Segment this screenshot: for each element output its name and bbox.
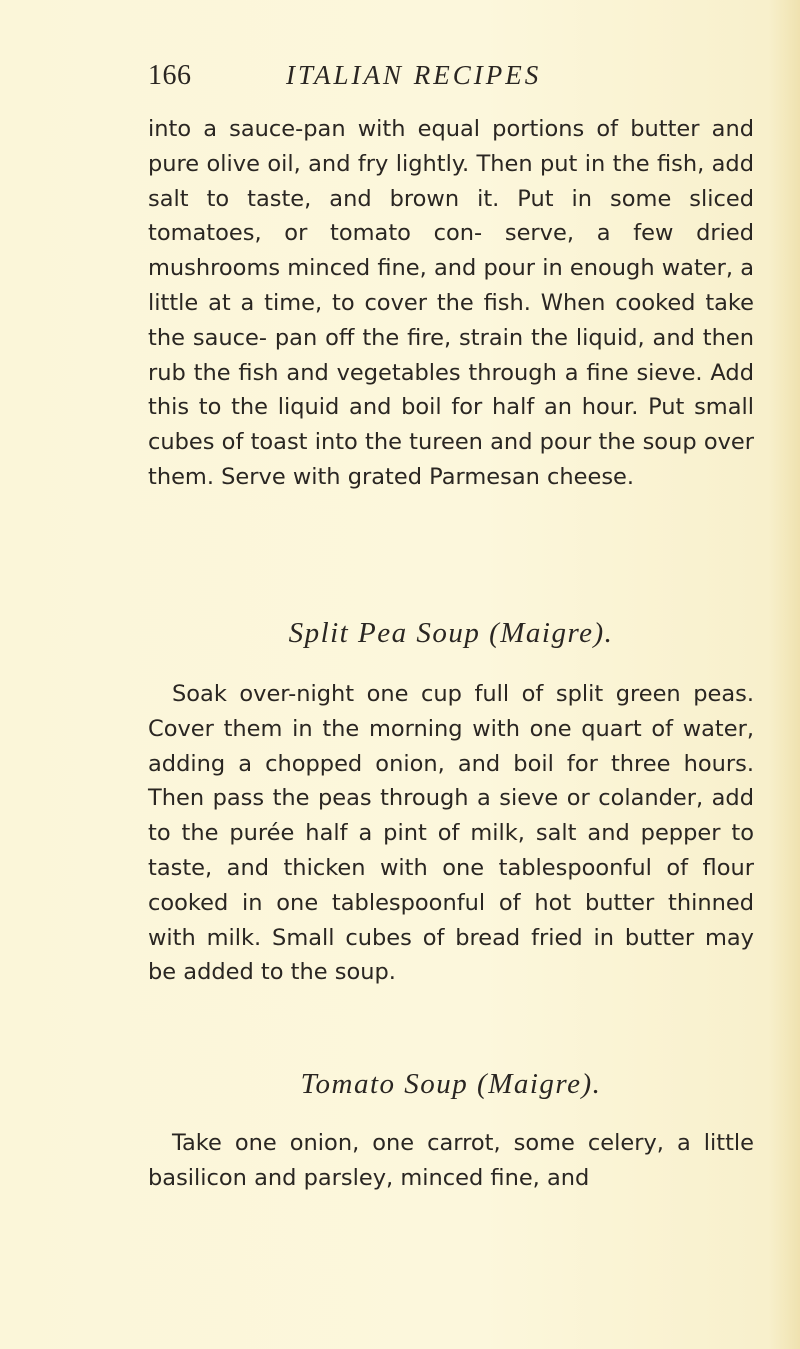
running-title: ITALIAN RECIPES xyxy=(286,60,542,90)
page-header xyxy=(148,60,648,100)
intro-paragraph: into a sauce-pan with equal portions of butter and pure olive oil, and fry lightly. Then put in the fish, add salt to taste, and brown it. Put in some sliced tomatoes, or tomato con- serve, a few dried mushrooms minced fine, and pour in enough water, a little at a time, to cover the fish. When cooked take the sauce- pan off the fire, strain the liquid, and then rub the fish and vegetables through a fine sieve. Add this to the liquid and boil for half an hour. Put small cubes of toast into the tureen and pour the soup over them. Serve with grated Parmesan cheese. xyxy=(148,116,754,490)
split-pea-soup-heading: Split Pea Soup (Maigre). xyxy=(288,617,614,649)
split-pea-soup-paragraph: Soak over-night one cup full of split green peas. Cover them in the morning with one quart of water, adding a chopped onion, and boil for three hours. Then pass the peas through a sieve or colander, add to the purée half a pint of milk, salt and pepper to taste, and thicken with one tablespoonful of flour cooked in one tablespoonful of hot butter thinned with milk. Small cubes of bread fried in butter may be added to the soup. xyxy=(148,681,754,986)
tomato-soup-heading: Tomato Soup (Maigre). xyxy=(300,1068,602,1100)
page-number: 166 xyxy=(148,60,192,91)
tomato-soup-paragraph: Take one onion, one carrot, some celery, a little basilicon and parsley, minced fine, and xyxy=(148,1130,754,1191)
